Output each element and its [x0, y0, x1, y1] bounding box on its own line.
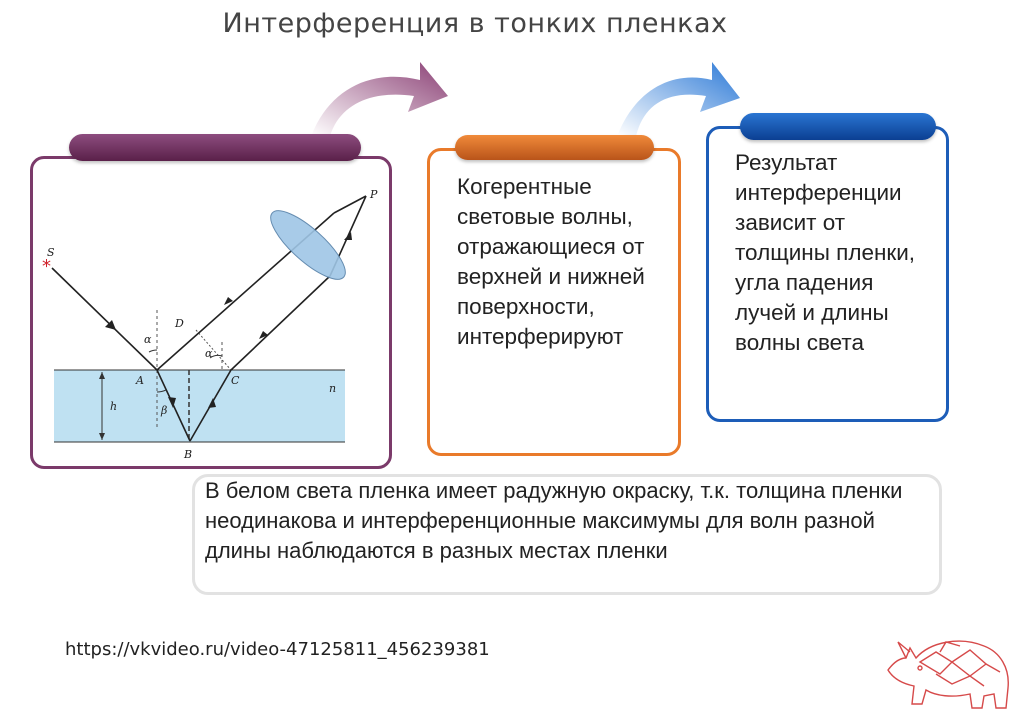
label-alpha-incident: α	[144, 333, 152, 346]
label-B: B	[184, 448, 193, 461]
label-D: D	[175, 317, 184, 330]
label-n: n	[329, 382, 337, 395]
coherent-header-bar	[455, 135, 654, 160]
rhino-logo-icon	[880, 612, 1020, 722]
label-C: C	[231, 374, 240, 387]
source-icon: *	[42, 256, 51, 277]
label-h: h	[110, 400, 118, 413]
label-A: A	[136, 374, 144, 387]
label-beta: β	[161, 404, 168, 417]
coherent-waves-text: Когерентные световые волны, отражающиеся от верхней и нижней поверхности, интерферируют	[457, 174, 645, 349]
result-header-bar	[740, 113, 936, 140]
label-alpha-reflected: α	[205, 347, 213, 360]
result-text: Результат интерференции зависит от толщины пленки, угла падения лучей и длины волны света	[735, 150, 916, 355]
white-light-note-text: В белом света пленка имеет радужную окраску, т.к. толщина пленки неодинакова и интерференционные максимумы для волн разной длины наблюдаются в разных местах пленки	[205, 478, 903, 563]
film-layer	[54, 370, 345, 442]
lens	[262, 201, 355, 289]
slide-title: Интерференция в тонких пленках	[222, 8, 728, 39]
label-P: P	[370, 188, 378, 201]
label-S: S	[47, 246, 55, 259]
video-link[interactable]: https://vkvideo.ru/video-47125811_456239381	[65, 639, 490, 660]
